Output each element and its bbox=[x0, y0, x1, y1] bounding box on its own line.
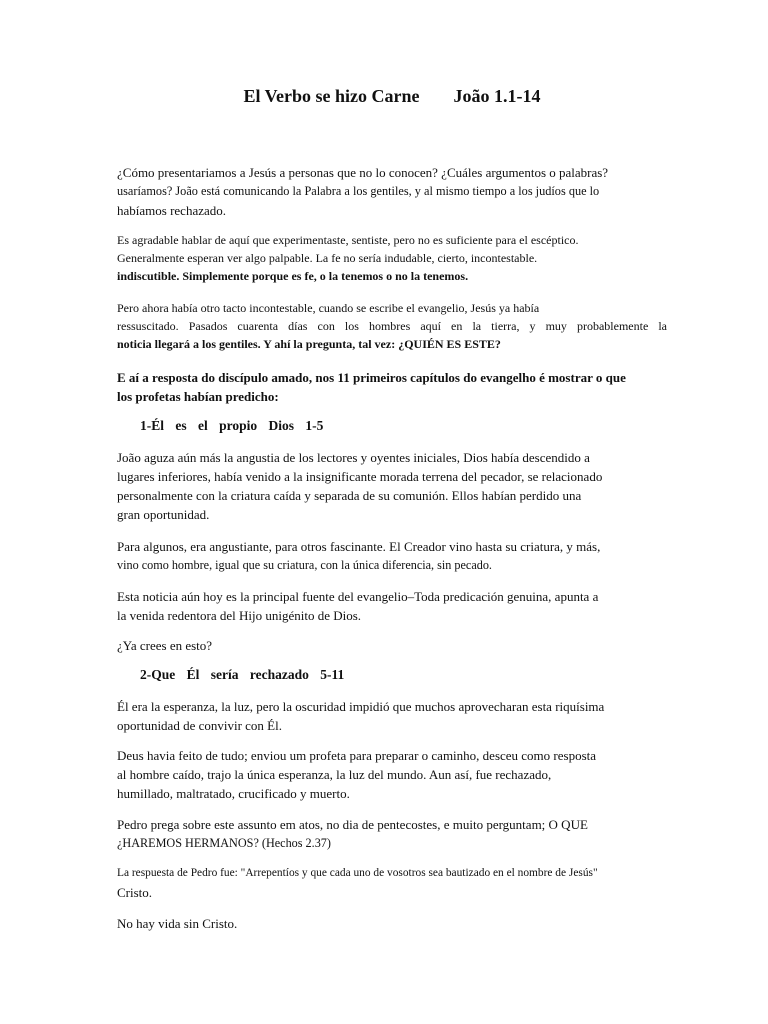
paragraph-line: Para algunos, era angustiante, para otros fascinante. El Creador vino hasta su criatura, y más, bbox=[117, 539, 601, 554]
section-heading-1: 1-Él es el propio Dios 1-5 bbox=[140, 418, 324, 433]
paragraph-4 bbox=[117, 368, 667, 406]
paragraph-8 bbox=[117, 636, 667, 655]
paragraph-line: indiscutible. Simplemente porque es fe, o la tenemos o no la tenemos. bbox=[117, 269, 469, 283]
section-heading-2: 2-Que Él sería rechazado 5-11 bbox=[140, 667, 345, 682]
page-title bbox=[117, 86, 667, 107]
paragraph-line: los profetas habían predicho: bbox=[117, 389, 279, 404]
paragraph-11 bbox=[117, 815, 667, 853]
paragraph-line: Es agradable hablar de aquí que experimentaste, sentiste, pero no es suficiente para el escéptico. bbox=[117, 233, 579, 247]
paragraph-line: La respuesta de Pedro fue: "Arrepentíos y que cada uno de vosotros sea bautizado en el nombre de Jesús" bbox=[117, 867, 598, 879]
paragraph-line: oportunidad de convivir con Él. bbox=[117, 718, 282, 733]
paragraph-12 bbox=[117, 864, 667, 902]
paragraph-13 bbox=[117, 914, 667, 933]
paragraph-line: al hombre caído, trajo la única esperanza, la luz del mundo. Aun así, fue rechazado, bbox=[117, 767, 552, 782]
title-reference: João 1.1-14 bbox=[453, 86, 541, 106]
paragraph-3 bbox=[117, 299, 667, 353]
paragraph-line: E aí a resposta do discípulo amado, nos 11 primeiros capítulos do evangelho é mostrar o que bbox=[117, 370, 626, 385]
paragraph-line: humillado, maltratado, crucificado y muerto. bbox=[117, 786, 350, 801]
paragraph-line: ¿HAREMOS HERMANOS? (Hechos 2.37) bbox=[117, 836, 331, 850]
paragraph-line: ¿Ya crees en esto? bbox=[117, 638, 213, 653]
paragraph-line: Generalmente esperan ver algo palpable. La fe no sería indudable, cierto, incontestable. bbox=[117, 251, 538, 265]
paragraph-line: la venida redentora del Hijo unigénito de Dios. bbox=[117, 608, 362, 623]
paragraph-line: Pedro prega sobre este assunto em atos, no dia de pentecostes, e muito perguntam; O QUE bbox=[117, 817, 588, 832]
paragraph-line: usaríamos? João está comunicando la Palabra a los gentiles, y al mismo tiempo a los judíos que lo bbox=[117, 184, 600, 198]
paragraph-10 bbox=[117, 746, 667, 803]
paragraph-2 bbox=[117, 231, 667, 285]
paragraph-line: Esta noticia aún hoy es la principal fuente del evangelio–Toda predicación genuina, apunta a bbox=[117, 589, 599, 604]
paragraph-7 bbox=[117, 587, 667, 625]
paragraph-line: João aguza aún más la angustia de los lectores y oyentes iniciales, Dios había descendido a bbox=[117, 450, 590, 465]
paragraph-line: lugares inferiores, había venido a la insignificante morada terrena del pecador, se relacionado bbox=[117, 469, 603, 484]
paragraph-6 bbox=[117, 537, 667, 575]
paragraph-line: Deus havia feito de tudo; enviou um profeta para preparar o caminho, desceu como resposta bbox=[117, 748, 597, 763]
paragraph-line: No hay vida sin Cristo. bbox=[117, 916, 238, 931]
paragraph-line: personalmente con la criatura caída y separada de su comunión. Ellos habían perdido una bbox=[117, 488, 582, 503]
paragraph-line: habíamos rechazado. bbox=[117, 203, 227, 218]
paragraph-line: ¿Cómo presentariamos a Jesús a personas que no lo conocen? ¿Cuáles argumentos o palabras? bbox=[117, 165, 609, 180]
paragraph-1 bbox=[117, 163, 667, 220]
paragraph-5 bbox=[117, 448, 667, 524]
title-text: El Verbo se hizo Carne bbox=[243, 86, 420, 106]
paragraph-line: noticia llegará a los gentiles. Y ahí la pregunta, tal vez: ¿QUIÉN ES ESTE? bbox=[117, 337, 501, 351]
paragraph-line: ressuscitado. Pasados cuarenta días con los hombres aquí en la tierra, y muy probablemente la bbox=[117, 319, 667, 333]
paragraph-line: gran oportunidad. bbox=[117, 507, 210, 522]
paragraph-line: Cristo. bbox=[117, 885, 153, 900]
paragraph-line: Él era la esperanza, la luz, pero la oscuridad impidió que muchos aprovecharan esta riquísima bbox=[117, 699, 605, 714]
paragraph-line: Pero ahora había otro tacto incontestable, cuando se escribe el evangelio, Jesús ya había bbox=[117, 301, 540, 315]
paragraph-line: vino como hombre, igual que su criatura, con la única diferencia, sin pecado. bbox=[117, 558, 492, 572]
paragraph-9 bbox=[117, 697, 667, 735]
